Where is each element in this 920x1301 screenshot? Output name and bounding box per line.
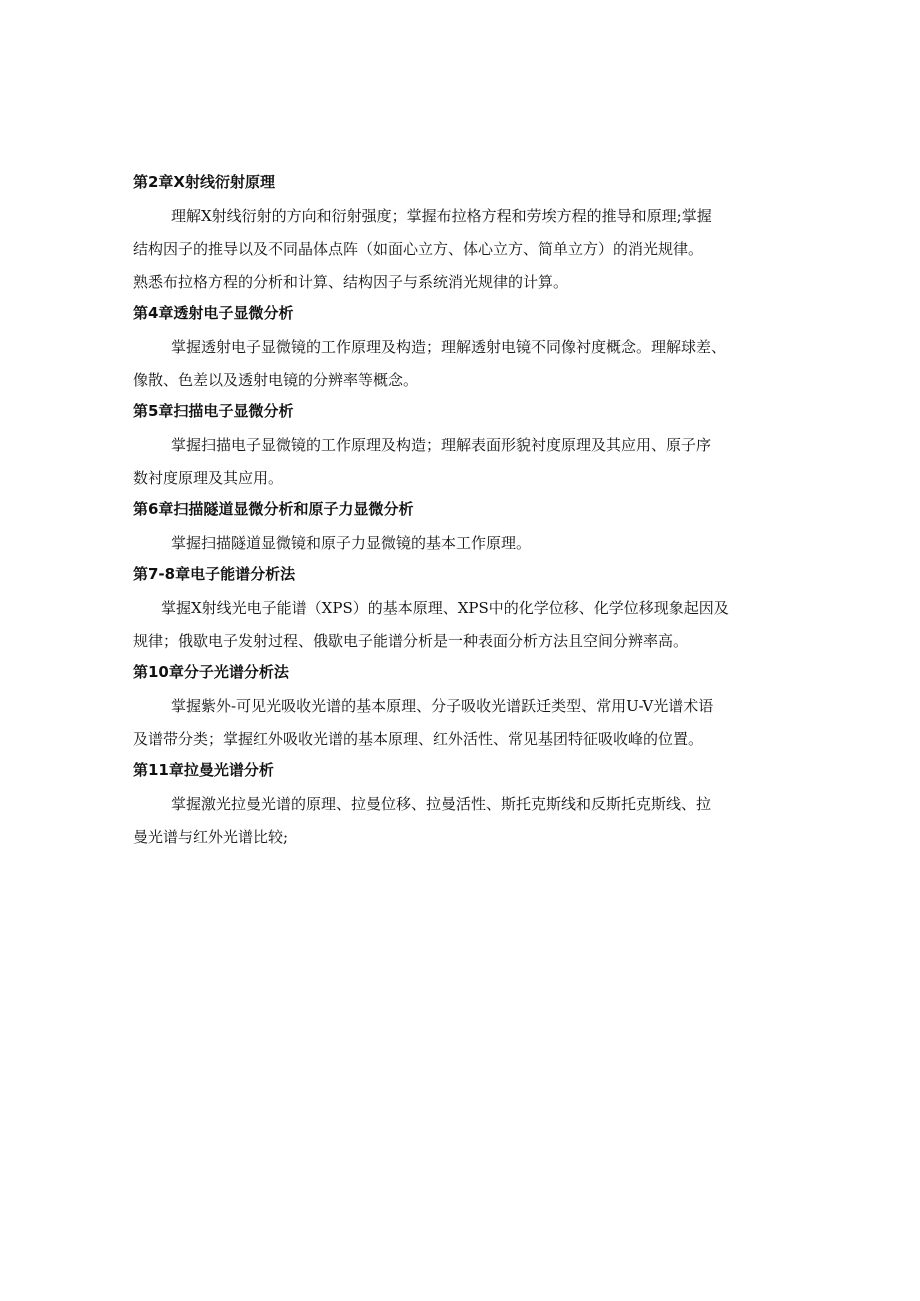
syllabus-content (133, 170, 797, 856)
section-body (133, 592, 797, 658)
section-chapter-10 (133, 660, 797, 756)
section-body (133, 527, 797, 560)
section-heading: 第11章拉曼光谱分析 (133, 761, 274, 779)
body-line: 掌握X射线光电子能谱（XPS）的基本原理、XPS中的化学位移、化学位移现象起因及 (161, 599, 729, 617)
body-line: 掌握透射电子显微镜的工作原理及构造；理解透射电镜不同像衬度概念。理解球差、 (171, 338, 727, 356)
section-body (133, 429, 797, 495)
body-line: 及谱带分类；掌握红外吸收光谱的基本原理、红外活性、常见基团特征吸收峰的位置。 (133, 730, 704, 748)
section-body (133, 690, 797, 756)
section-heading: 第10章分子光谱分析法 (133, 663, 289, 681)
body-line: 曼光谱与红外光谱比较; (133, 828, 289, 846)
section-body (133, 331, 797, 397)
section-heading: 第6章扫描隧道显微分析和原子力显微分析 (133, 500, 414, 518)
body-line: 规律；俄歇电子发射过程、俄歇电子能谱分析是一种表面分析方法且空间分辨率高。 (133, 632, 689, 650)
body-line: 掌握扫描电子显微镜的工作原理及构造；理解表面形貌衬度原理及其应用、原子序 (171, 436, 712, 454)
section-chapter-5 (133, 399, 797, 495)
body-line: 掌握紫外-可见光吸收光谱的基本原理、分子吸收光谱跃迁类型、常用U-V光谱术语 (171, 697, 714, 715)
body-line: 熟悉布拉格方程的分析和计算、结构因子与系统消光规律的计算。 (133, 273, 569, 291)
section-chapter-6 (133, 497, 797, 560)
section-heading: 第4章透射电子显微分析 (133, 304, 294, 322)
body-line: 结构因子的推导以及不同晶体点阵（如面心立方、体心立方、简单立方）的消光规律。 (133, 240, 704, 258)
section-heading: 第7-8章电子能谱分析法 (133, 565, 296, 583)
body-line: 理解X射线衍射的方向和衍射强度；掌握布拉格方程和劳埃方程的推导和原理;掌握 (171, 207, 712, 225)
section-chapter-11 (133, 758, 797, 854)
body-line: 数衬度原理及其应用。 (133, 469, 284, 487)
body-line: 掌握扫描隧道显微镜和原子力显微镜的基本工作原理。 (171, 534, 532, 552)
section-body (133, 788, 797, 854)
body-line: 掌握激光拉曼光谱的原理、拉曼位移、拉曼活性、斯托克斯线和反斯托克斯线、拉 (171, 795, 712, 813)
section-chapter-2 (133, 170, 797, 299)
section-chapter-7-8 (133, 562, 797, 658)
body-line: 像散、色差以及透射电镜的分辨率等概念。 (133, 371, 419, 389)
section-chapter-4 (133, 301, 797, 397)
section-body (133, 200, 797, 299)
section-heading: 第2章X射线衍射原理 (133, 173, 276, 191)
section-heading: 第5章扫描电子显微分析 (133, 402, 294, 420)
